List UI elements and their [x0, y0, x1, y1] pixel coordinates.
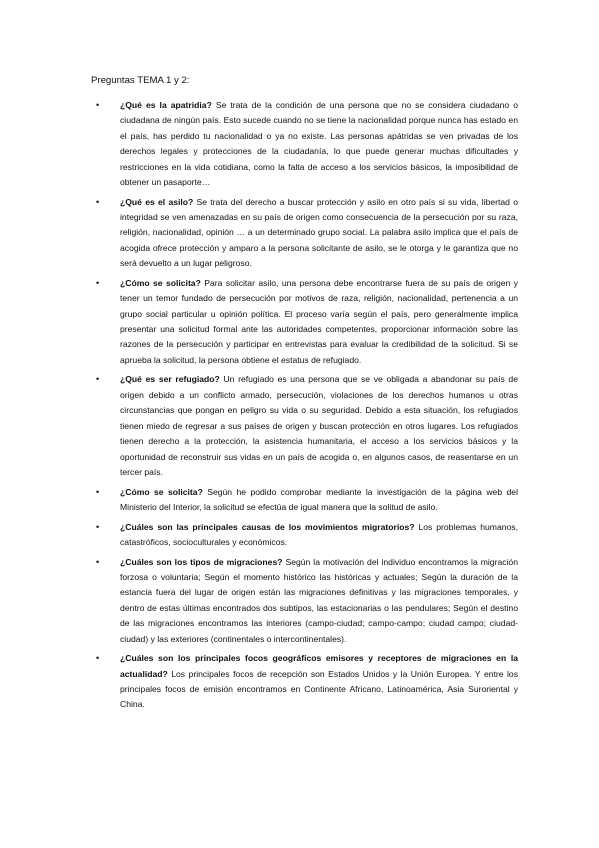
question-text: ¿Cuáles son los principales focos geográficos emisores y receptores de migraciones en la actualidad? [120, 653, 518, 679]
document-title: Preguntas TEMA 1 y 2: [91, 75, 190, 86]
question-text: ¿Cómo se solicita? [120, 277, 201, 288]
bullet-icon: • [96, 486, 100, 497]
question-list [96, 98, 519, 717]
bullet-icon: • [96, 521, 100, 532]
bullet-icon: • [96, 100, 100, 110]
question-text: ¿Cómo se solicita? [120, 486, 203, 497]
bullet-icon: • [96, 374, 100, 385]
answer-text: Un refugiado es una persona que se ve obligada a abandonar su país de origen debido a un conflicto armado, persecución, violaciones de los derechos humanos u otras circunstancias que pongan en peligro su vida o su seguridad. Debido a esta situación, los refugiados tienen miedo de regresar a sus países de origen y buscan protección en otros lugares. Los refugiados tienen derecho a la protección, la asistencia humanitaria, el acceso a los servicios básicos y la oportunidad de reconstruir sus vidas en un país de acogida o, en algunos casos, de reasentarse en un tercer país. [120, 374, 518, 477]
list-item [96, 276, 518, 368]
answer-text: Según he podido comprobar mediante la investigación de la página web del Ministerio del Interior, la solicitud se efectúa de igual manera que la solitud de asilo. [120, 486, 518, 512]
question-text: ¿Qué es el asilo? [120, 196, 194, 207]
answer-text: Según la motivación del individuo encontramos la migración forzosa o voluntaria; Según el momento histórico las históricas y actuales; Según la duración de la estancia fuera del lugar de origen están las migraciones definitivas y las migraciones temporales, y dentro de estas últimas encontrados dos subtipos, las estacionarias o las pendulares; Según el destino de las migraciones encontramos las interiores (campo-ciudad; campo-campo; ciudad campo; ciudad-ciudad) y las exteriores (continentales o intercontinentales). [120, 556, 518, 644]
question-text: ¿Qué es ser refugiado? [120, 374, 220, 385]
bullet-icon: • [96, 556, 100, 567]
bullet-icon: • [96, 196, 100, 207]
answer-text: Los principales focos de recepción son Estados Unidos y la Unión Europea. Y entre los principales focos de emisión encontramos en Continente Africano, Latinoamérica, Asia Suroriental y China. [120, 668, 518, 710]
bullet-icon: • [96, 277, 100, 288]
list-item [96, 520, 518, 551]
answer-text: Se trata del derecho a buscar protección y asilo en otro país si su vida, libertad o integridad se ven amenazadas en su país de origen como consecuencia de la persecución por su raza, religión, nacionalidad, opinión … a un determinado grupo social. La palabra asilo implica que el país de acogida ofrece protección y amparo a la persona solicitante de asilo, se le otorga y le garantiza que no será devuelto a un lugar peligroso. [120, 196, 518, 269]
list-item [96, 485, 518, 516]
list-item [96, 372, 518, 480]
list-item [96, 651, 518, 713]
list-item [96, 195, 518, 272]
bullet-icon: • [96, 653, 100, 664]
question-text: ¿Cuáles son los tipos de migraciones? [120, 556, 283, 567]
list-item [96, 98, 519, 190]
list-item [96, 555, 518, 647]
answer-text: Para solicitar asilo, una persona debe encontrarse fuera de su país de origen y tener un temor fundado de persecución por motivos de raza, religión, nacionalidad, pertenencia a un grupo social particular u opinión política. El proceso varía según el país, pero generalmente implica presentar una solicitud formal ante las autoridades competentes, proporcionar información sobre las razones de la persecución y participar en entrevistas para evaluar la credibilidad de la solicitud. Si se aprueba la solicitud, la persona obtiene el estatus de refugiado. [120, 277, 518, 365]
answer-text: Se trata de la condición de una persona que no se considera ciudadano o ciudadana de ningún país. Esto sucede cuando no se tiene la nacionalidad porque nunca has estado en el país, has perdido tu nacionalidad o ya no existe. Las personas apátridas se ven privadas de los derechos legales y protecciones de la ciudadanía, lo que puede generar muchas dificultades y restricciones en la vida cotidiana, como la falta de acceso a los servicios básicos, la imposibilidad de obtener un pasaporte… [120, 100, 519, 188]
answer-text: Los problemas humanos, catastróficos, socioculturales y económicos. [120, 521, 518, 547]
question-text: ¿Qué es la apatridia? [120, 100, 212, 110]
question-text: ¿Cuáles son las principales causas de los movimientos migratorios? [120, 521, 415, 532]
